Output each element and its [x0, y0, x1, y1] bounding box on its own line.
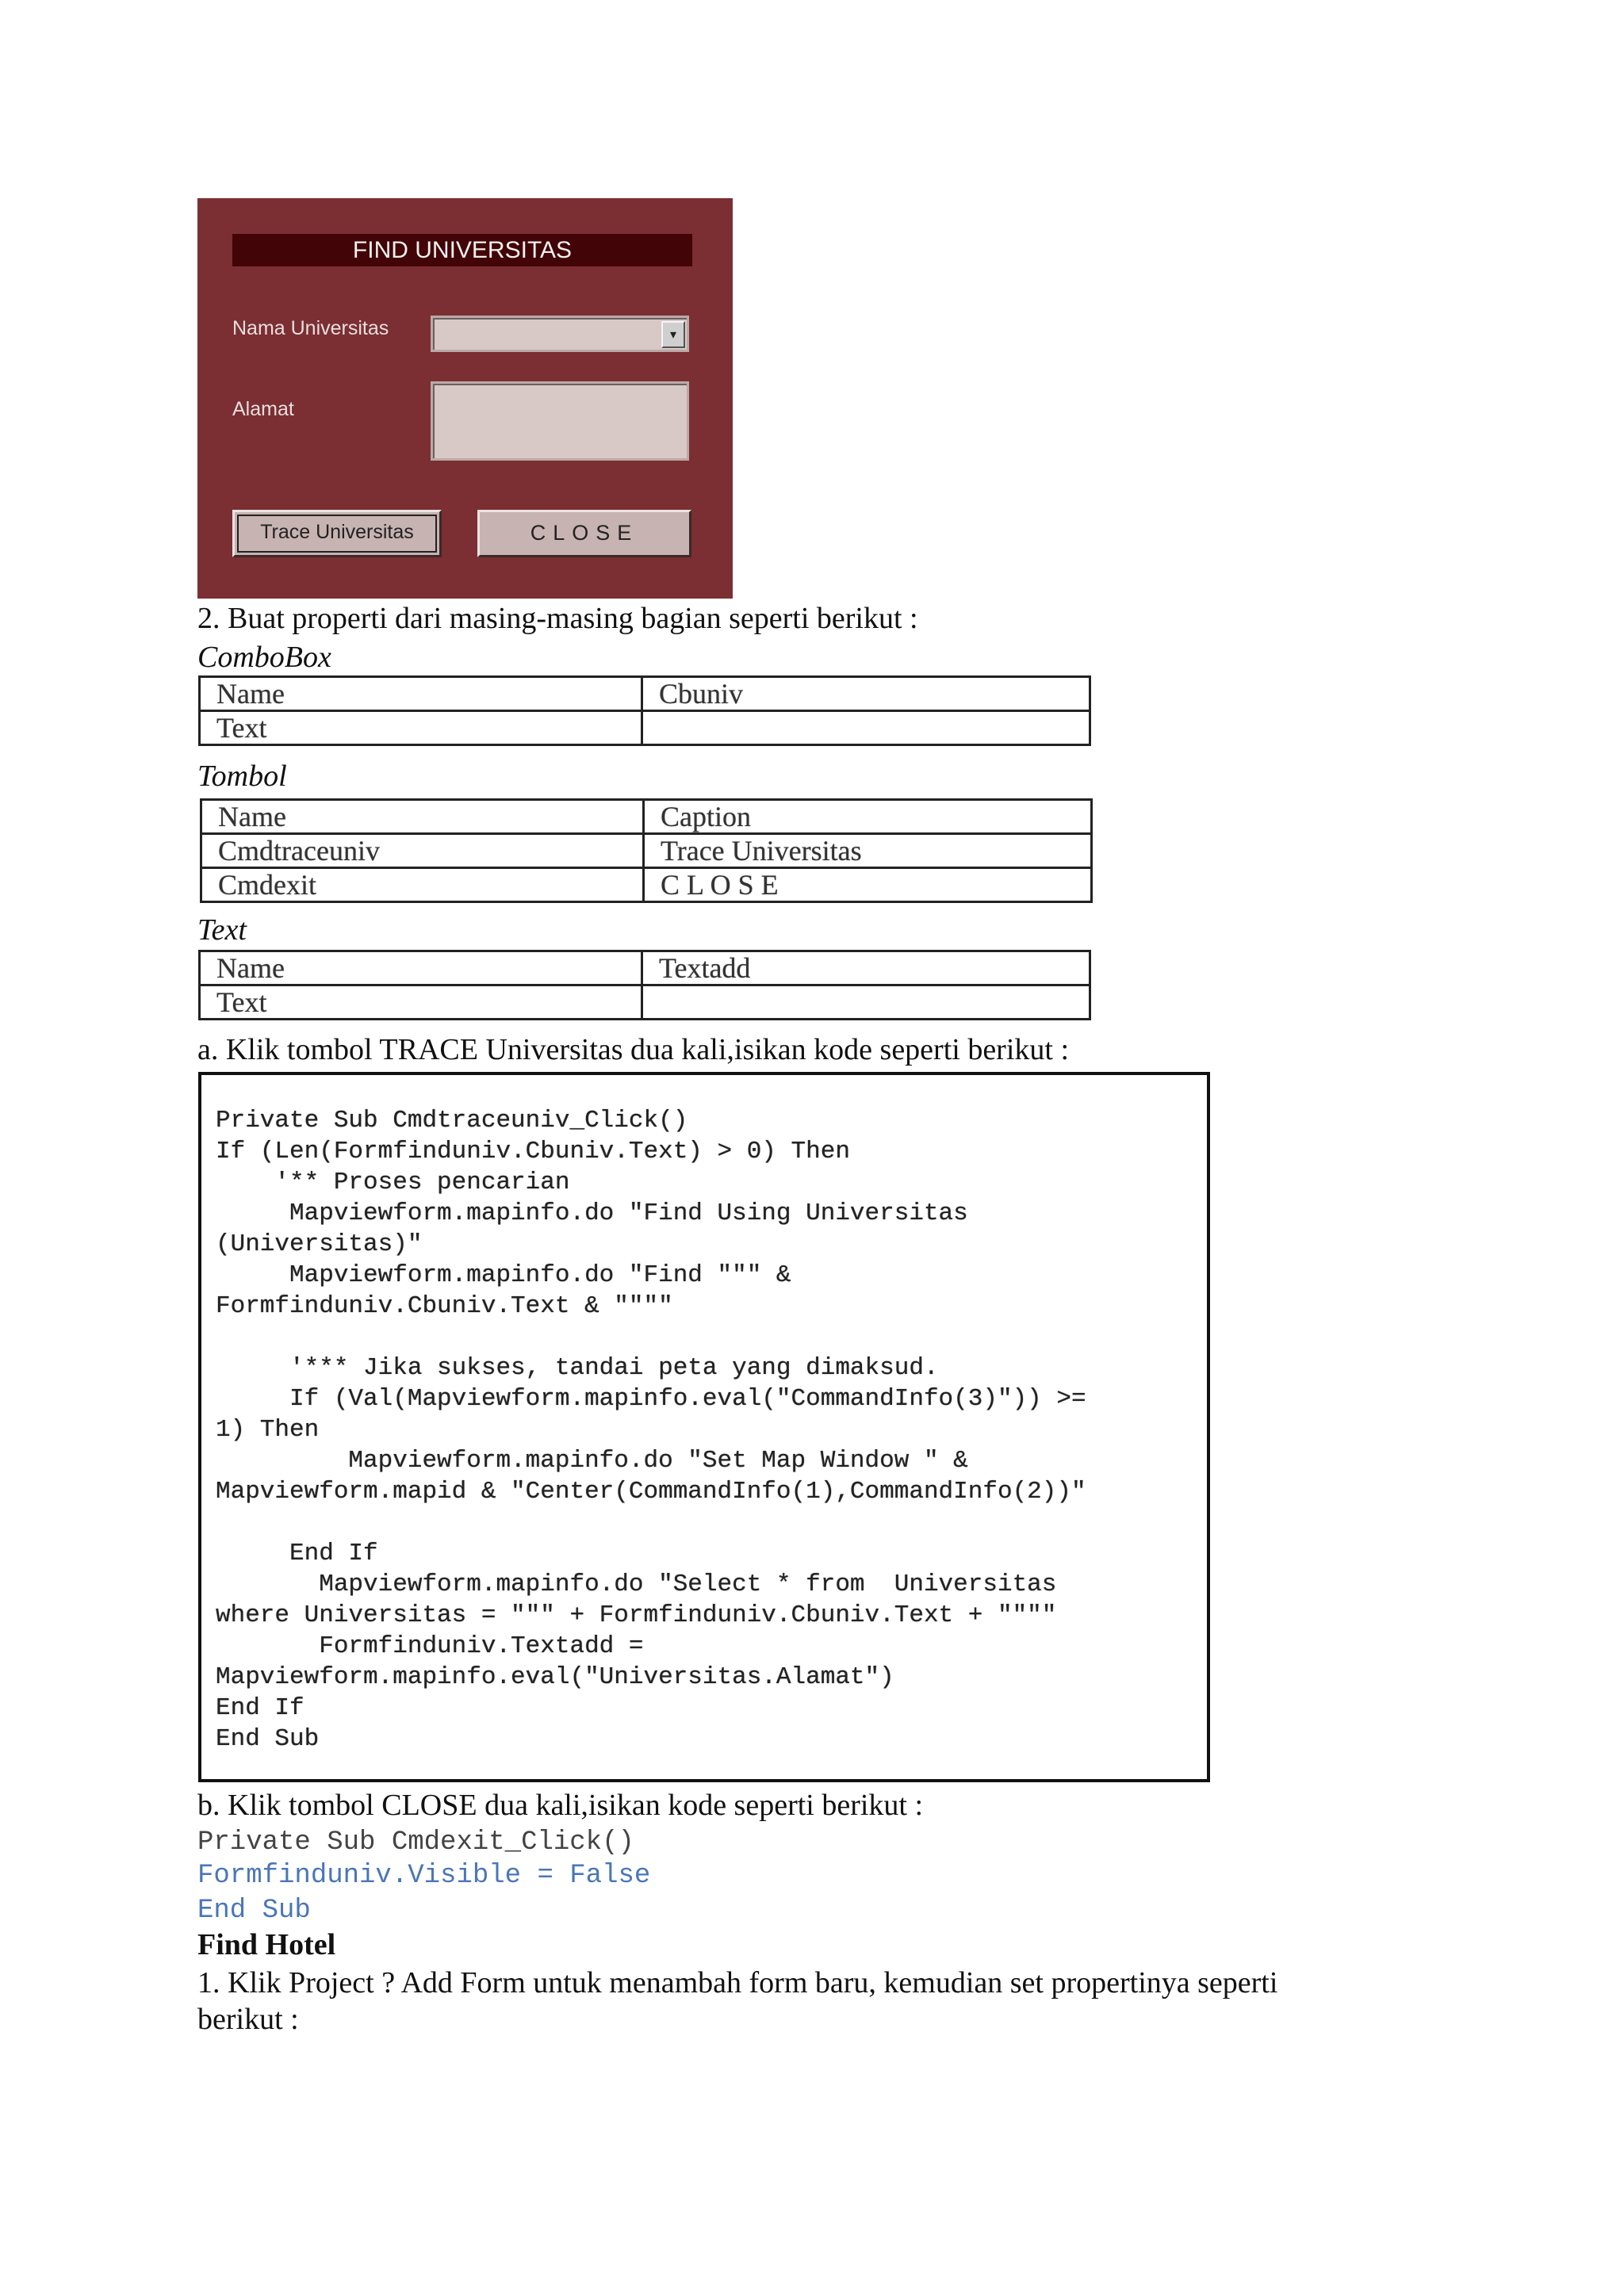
label-nama-universitas: Nama Universitas — [232, 317, 389, 339]
table-cell: Cmdtraceuniv — [201, 834, 644, 868]
table-cell: Name — [200, 677, 642, 711]
tombol-properties-table — [200, 798, 1093, 903]
table-cell — [642, 985, 1090, 1020]
find-universitas-form-image — [197, 198, 733, 599]
table-cell: Caption — [644, 800, 1092, 834]
universitas-combobox[interactable] — [431, 316, 689, 352]
table-cell: Name — [201, 800, 644, 834]
code-line-3: End Sub — [197, 1896, 311, 1926]
code-line-2: Formfinduniv.Visible = False — [197, 1861, 651, 1891]
step-a-text: a. Klik tombol TRACE Universitas dua kali,isikan kode seperti berikut : — [197, 1033, 1070, 1066]
step-1-line-2: berikut : — [197, 2003, 299, 2036]
table-cell: Cbuniv — [642, 677, 1090, 711]
label-alamat: Alamat — [232, 398, 294, 420]
table-cell: Trace Universitas — [644, 834, 1092, 868]
table-row — [200, 985, 1090, 1020]
close-button[interactable]: CLOSE — [477, 510, 691, 557]
text-properties-table — [198, 950, 1091, 1020]
table-row — [201, 834, 1092, 868]
step-2-text: 2. Buat properti dari masing-masing bagian seperti berikut : — [197, 602, 918, 635]
table-cell: Textadd — [642, 951, 1090, 985]
table-row — [200, 951, 1090, 985]
chevron-down-icon[interactable]: ▾ — [661, 321, 685, 348]
table-heading-text: Text — [197, 913, 247, 947]
table-row — [201, 868, 1092, 902]
step-1-line-1: 1. Klik Project ? Add Form untuk menambah form baru, kemudian set propertinya seperti — [197, 1966, 1278, 1999]
table-cell — [642, 711, 1090, 745]
form-title: FIND UNIVERSITAS — [232, 234, 692, 266]
table-heading-tombol: Tombol — [197, 760, 287, 793]
step-b-text: b. Klik tombol CLOSE dua kali,isikan kode seperti berikut : — [197, 1789, 924, 1822]
combobox-properties-table — [198, 675, 1091, 746]
alamat-textbox[interactable] — [431, 381, 689, 461]
table-heading-combobox: ComboBox — [197, 641, 331, 674]
table-row — [201, 800, 1092, 834]
code-box-trace — [198, 1072, 1210, 1782]
trace-universitas-button[interactable]: Trace Universitas — [232, 510, 442, 557]
code-block: Private Sub Cmdtraceuniv_Click() If (Len(Formfinduniv.Cbuniv.Text) > 0) Then '** Proses pencarian Mapviewform.mapinfo.do "Find Using Universitas (Universitas)" Mapviewform.mapinfo.do "Find """ & Formfinduniv.Cbuniv.Text & """" '*** Jika sukses, tandai peta yang dimaksud. If (Val(Mapviewform.mapinfo.eval("CommandInfo(3)")) >= 1) Then Mapviewform.mapinfo.do "Set Map Window " & Mapviewform.mapid & "Center(CommandInfo(1),CommandInfo(2))" End If Mapviewform.mapinfo.do "Select * from Universitas where Universitas = """ + Formfinduniv.Cbuniv.Text + """" Formfinduniv.Textadd = Mapviewform.mapinfo.eval("Universitas.Alamat") End If End Sub — [216, 1107, 1086, 1753]
table-cell: Text — [200, 711, 642, 745]
table-row — [200, 711, 1090, 745]
section-title: Find Hotel — [197, 1928, 336, 1961]
code-line-1: Private Sub Cmdexit_Click() — [197, 1827, 634, 1858]
table-cell: Text — [200, 985, 642, 1020]
table-row — [200, 677, 1090, 711]
table-cell: Name — [200, 951, 642, 985]
table-cell: C L O S E — [644, 868, 1092, 902]
table-cell: Cmdexit — [201, 868, 644, 902]
